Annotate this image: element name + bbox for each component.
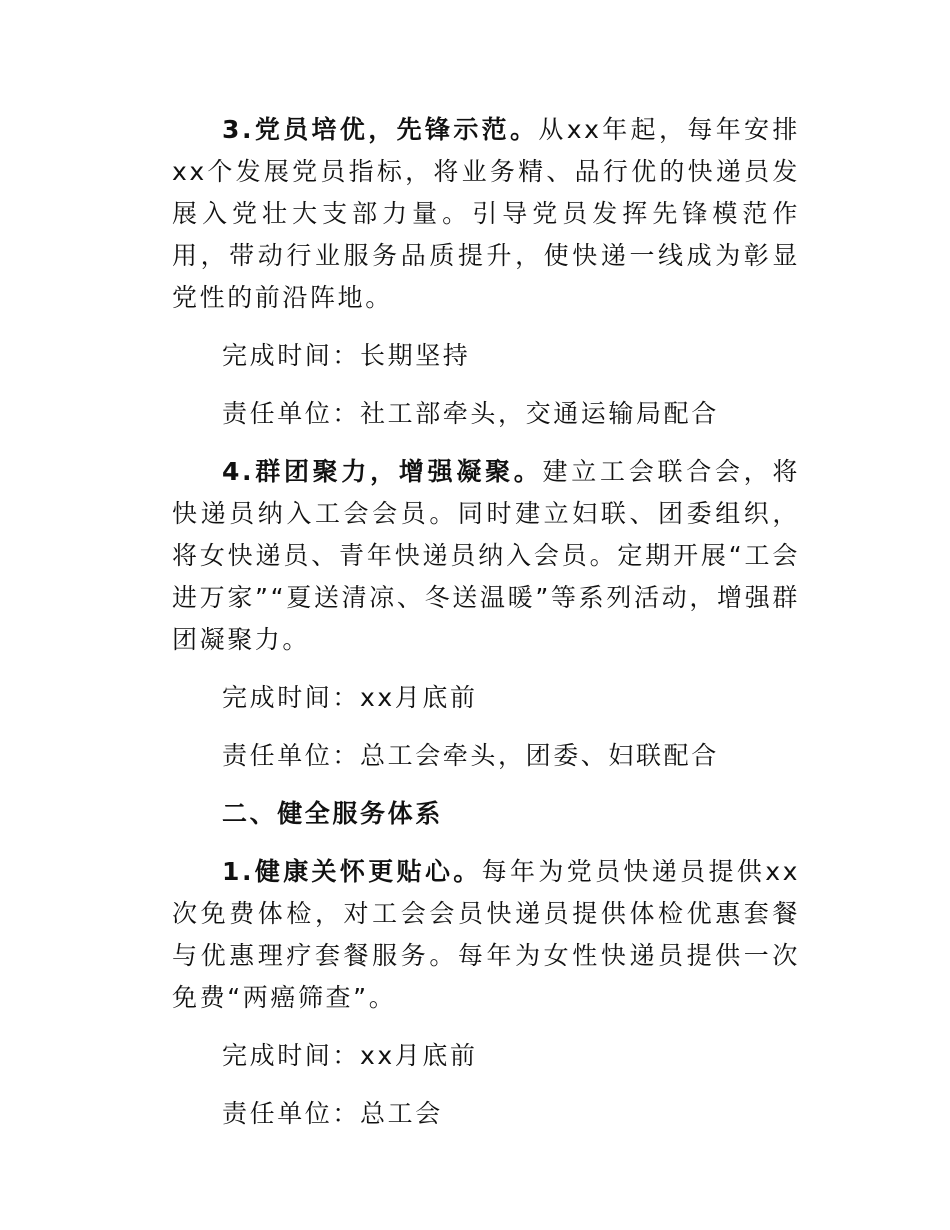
item-4-paragraph bbox=[172, 451, 800, 661]
item-3-lead: 3.党员培优，先锋示范。 bbox=[222, 115, 539, 144]
item-3-completion-time: 完成时间：长期坚持 bbox=[222, 341, 471, 370]
item-3-text: 从xx年起，每年安排xx个发展党员指标，将业务精、品行优的快递员发展入党壮大支部力量。引导党员发挥先锋模范作用，带动行业服务品质提升，使快递一线成为彰显党性的前沿阵地。 bbox=[172, 115, 801, 312]
section-heading: 二、健全服务体系 bbox=[222, 799, 443, 828]
item-3-paragraph bbox=[172, 109, 800, 319]
item-3-responsible-unit: 责任单位：社工部牵头，交通运输局配合 bbox=[222, 399, 719, 428]
section-item-1-lead: 1.健康关怀更贴心。 bbox=[222, 857, 482, 886]
section-item-1-completion-time: 完成时间：xx月底前 bbox=[222, 1041, 478, 1070]
item-4-responsible-unit: 责任单位：总工会牵头，团委、妇联配合 bbox=[222, 741, 719, 770]
section-item-1-responsible-unit: 责任单位：总工会 bbox=[222, 1099, 443, 1128]
item-4-completion-time: 完成时间：xx月底前 bbox=[222, 683, 478, 712]
item-4-text: 建立工会联合会，将快递员纳入工会会员。同时建立妇联、团委组织，将女快递员、青年快递员纳入会员。定期开展“工会进万家”“夏送清凉、冬送温暖”等系列活动，增强群团凝聚力。 bbox=[172, 457, 801, 654]
section-item-1-paragraph bbox=[172, 851, 800, 1019]
section-item-1-text: 每年为党员快递员提供xx次免费体检，对工会会员快递员提供体检优惠套餐与优惠理疗套餐服务。每年为女性快递员提供一次免费“两癌筛查”。 bbox=[172, 857, 800, 1012]
item-4-lead: 4.群团聚力，增强凝聚。 bbox=[222, 457, 543, 486]
